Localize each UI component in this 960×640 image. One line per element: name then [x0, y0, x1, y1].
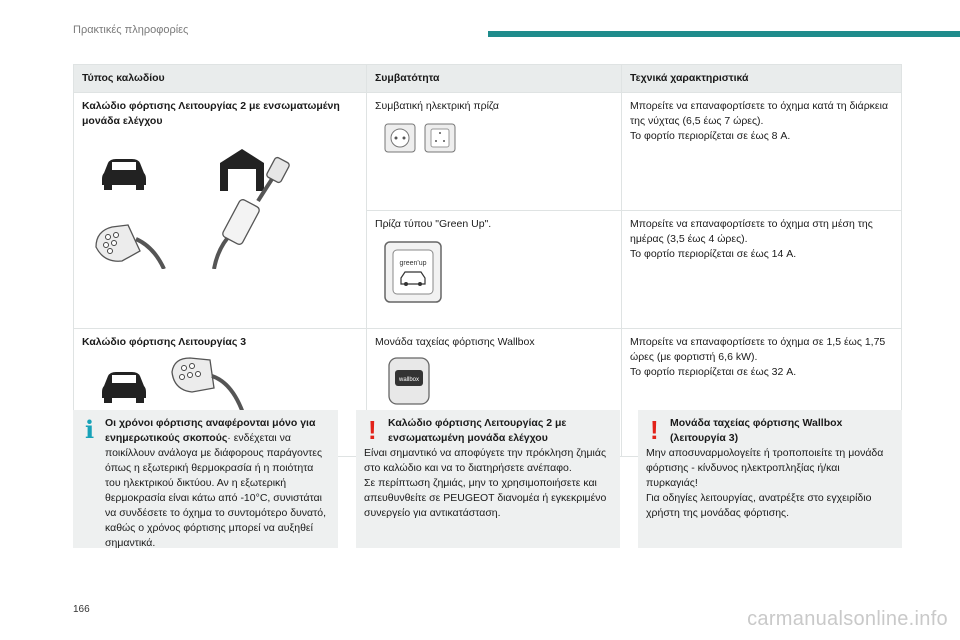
watermark-text: carmanualsonline.info: [747, 608, 948, 630]
wallbox-label: Μονάδα ταχείας φόρτισης Wallbox: [375, 336, 535, 348]
info-panel-body: [81, 416, 330, 551]
warning-panel-wallbox: [638, 410, 902, 548]
greenup-socket-illustration: [375, 232, 613, 322]
type2-connector-icon: [96, 225, 164, 269]
domestic-socket-cell: [367, 93, 622, 211]
schuko-socket-icon: [385, 124, 415, 152]
info-icon: i: [85, 415, 95, 444]
warning-icon: !: [368, 415, 377, 445]
table-row: [74, 93, 902, 211]
warning-panel-mode2-cable: [356, 410, 620, 548]
table-header-row: [74, 65, 902, 93]
greenup-socket-cell: [367, 211, 622, 329]
column-header-cable-type: Τύπος καλωδίου: [74, 65, 367, 93]
warning-icon: !: [650, 415, 659, 445]
column-header-compatibility: Συμβατότητα: [367, 65, 622, 93]
greenup-socket-tech-text: Μπορείτε να επαναφορτίσετε το όχημα στη μέση της ημέρας (3,5 έως 4 ώρες). Το φορτίο περιορίζεται σε έως 14 A.: [630, 218, 873, 260]
info-panel-text: · ενδέχεται να ποικίλλουν ανάλογα με διάφορους παράγοντες όπως η εξωτερική θερμοκρασία ή η ποιότητα του ηλεκτρικού δικτύου. Αν η εξωτερική θερμοκρασία είναι κάτω από -10°C, συνιστάται να συνδέσετε το όχημα το συντομότερο δυνατό, καθώς ο χρόνος φόρτισης μπορεί να αυξηθεί σημαντικά.: [105, 432, 327, 549]
garage-icon: [220, 149, 264, 191]
greenup-socket-tech-cell: [622, 211, 902, 329]
domestic-socket-label: Συμβατική ηλεκτρική πρίζα: [375, 100, 499, 112]
domestic-socket-illustration: [375, 114, 613, 204]
wallbox-tech-text: Μπορείτε να επαναφορτίσετε το όχημα σε 1,5 έως 1,75 ώρες (με φορτιστή 6,6 kW). Το φορτίο περιορίζεται σε έως 32 A.: [630, 336, 886, 378]
greenup-brand-text: green'up: [399, 260, 427, 267]
car-icon: [102, 159, 146, 190]
french-socket-icon: [425, 124, 455, 152]
header-accent-bar: [488, 31, 960, 37]
wallbox-icon: [389, 358, 429, 404]
info-panel-charging-times: [73, 410, 338, 548]
domestic-socket-tech-cell: [622, 93, 902, 211]
page-number: 166: [73, 604, 90, 615]
warning-panel-mode2-title: Καλώδιο φόρτισης Λειτουργίας 2 με ενσωματωμένη μονάδα ελέγχου: [388, 417, 567, 444]
mode2-cable-label: Καλώδιο φόρτισης Λειτουργίας 2 με ενσωματωμένη μονάδα ελέγχου: [82, 100, 340, 127]
warning-panel-wallbox-text: Μην αποσυναρμολογείτε ή τροποποιείτε τη μονάδα φόρτισης - κίνδυνος ηλεκτροπληξίας ή/και πυρκαγιάς! Για οδηγίες λειτουργίας, ανατρέξτε στο εγχειρίδιο χρήστη της μονάδας φόρτισης.: [646, 447, 884, 519]
mode2-cable-cell: [74, 93, 367, 329]
greenup-socket-icon: [385, 242, 441, 302]
charging-cable-table: [73, 64, 902, 457]
wallbox-brand-text: wallbox: [398, 377, 420, 383]
info-panel-title: Οι χρόνοι φόρτισης αναφέρονται μόνο για ενημερωτικούς σκοπούς: [105, 417, 316, 444]
page-section-title: Πρακτικές πληροφορίες: [73, 24, 189, 36]
warning-panel-mode2-text: Είναι σημαντικό να αποφύγετε την πρόκληση ζημιάς στο καλώδιο και να το διατηρήσετε ανέπαφο. Σε περίπτωση ζημιάς, μην το χρησιμοποιήσετε και απευθυνθείτε σε PEUGEOT διανομέα ή εγκεκριμένο συνεργείο για αντικατάσταση.: [364, 447, 607, 519]
mode2-cable-illustration: [82, 129, 358, 269]
warning-panel-wallbox-title: Μονάδα ταχείας φόρτισης Wallbox (λειτουργία 3): [670, 417, 843, 444]
greenup-socket-label: Πρίζα τύπου "Green Up".: [375, 218, 492, 230]
mode3-cable-label: Καλώδιο φόρτισης Λειτουργίας 3: [82, 336, 247, 348]
domestic-socket-tech-text: Μπορείτε να επαναφορτίσετε το όχημα κατά τη διάρκεια της νύχτας (6,5 έως 7 ώρες). Το φορτίο περιορίζεται σε έως 8 A.: [630, 100, 889, 142]
column-header-technical: Τεχνικά χαρακτηριστικά: [622, 65, 902, 93]
car-icon: [102, 372, 146, 403]
